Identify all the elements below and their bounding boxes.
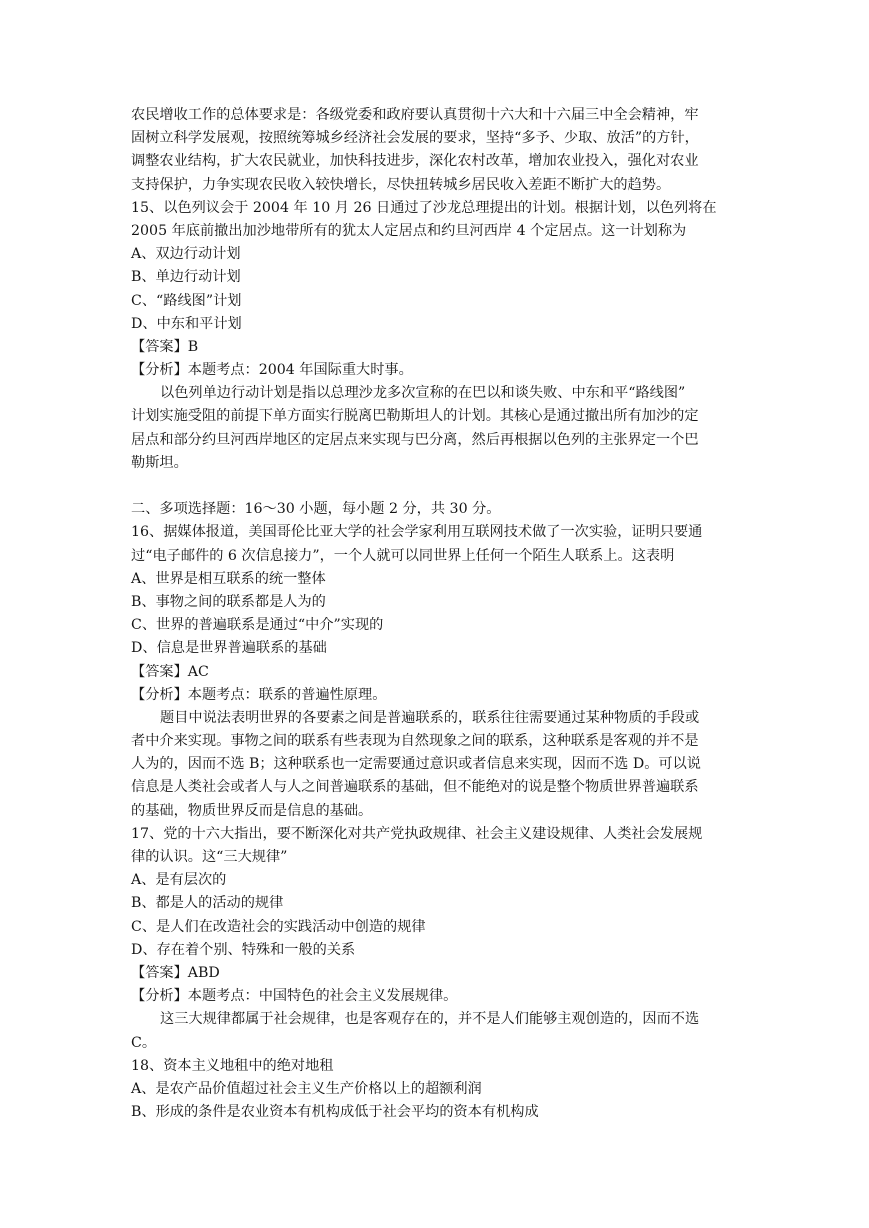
explanation-line: 以色列单边行动计划是指以总理沙龙多次宣称的在巴以和谈失败、中东和平“路线图” <box>160 385 686 402</box>
explanation-line: 者中介来实现。事物之间的联系有些表现为自然现象之间的联系，这种联系是客观的并不是 <box>131 733 699 750</box>
explanation-line: 的基础，物质世界反而是信息的基础。 <box>131 802 373 819</box>
question-stem: 16、据媒体报道，美国哥伦比亚大学的社会学家利用互联网技术做了一次实验，证明只要通 <box>131 524 703 541</box>
analysis-line: 【分析】本题考点：中国特色的社会主义发展规律。 <box>131 988 458 1005</box>
explanation-line: 这三大规律都属于社会规律，也是客观存在的，并不是人们能够主观创造的，因而不选 <box>160 1011 700 1028</box>
text-line: 调整农业结构，扩大农民就业，加快科技进步，深化农村改革，增加农业投入，强化对农业 <box>131 153 699 170</box>
explanation-line: 勒斯坦。 <box>131 454 188 471</box>
explanation-line: 信息是人类社会或者人与人之间普遍联系的基础，但不能绝对的说是整个物质世界普遍联系 <box>131 779 699 796</box>
question-18 <box>131 1055 743 1125</box>
analysis-line: 【分析】本题考点：联系的普遍性原理。 <box>131 686 387 703</box>
answer-line: 【答案】ABD <box>131 964 220 981</box>
blank-line <box>131 475 743 498</box>
explanation-line: 居点和部分约旦河西岸地区的定居点来实现与巴分离，然后再根据以色列的主张界定一个巴 <box>131 431 699 448</box>
question-stem: 律的认识。这“三大规律” <box>131 849 288 865</box>
question-stem: 15、以色列议会于 2004 年 10 月 26 日通过了沙龙总理提出的计划。根据计划，以色列将在 <box>131 199 717 216</box>
document-body <box>131 104 743 1124</box>
option-d: D、存在着个别、特殊和一般的关系 <box>131 941 356 958</box>
option-c: C、世界的普遍联系是通过“中介”实现的 <box>131 617 384 634</box>
question-15 <box>131 197 743 475</box>
option-b: B、形成的条件是农业资本有机构成低于社会平均的资本有机构成 <box>131 1104 539 1121</box>
option-d: D、信息是世界普遍联系的基础 <box>131 640 327 657</box>
option-c: C、是人们在改造社会的实践活动中创造的规律 <box>131 918 426 935</box>
option-a: A、是有层次的 <box>131 872 227 889</box>
text-line: 支持保护，力争实现农民收入较快增长，尽快扭转城乡居民收入差距不断扩大的趋势。 <box>131 176 671 193</box>
question-stem: 2005 年底前撤出加沙地带所有的犹太人定居点和约旦河西岸 4 个定居点。这一计划称为 <box>131 222 687 239</box>
answer-line: 【答案】B <box>131 338 199 355</box>
intro-paragraph <box>131 104 743 197</box>
option-a: A、是农产品价值超过社会主义生产价格以上的超额利润 <box>131 1080 482 1097</box>
question-stem: 过“电子邮件的 6 次信息接力”，一个人就可以同世界上任何一个陌生人联系上。这表明 <box>131 547 675 564</box>
section-heading: 二、多项选择题：16～30 小题，每小题 2 分，共 30 分。 <box>131 501 501 518</box>
explanation-line: 计划实施受阻的前提下单方面实行脱离巴勒斯坦人的计划。其核心是通过撤出所有加沙的定 <box>131 408 699 425</box>
explanation-line: 题目中说法表明世界的各要素之间是普遍联系的，联系往往需要通过某种物质的手段或 <box>160 709 700 726</box>
option-a: A、世界是相互联系的统一整体 <box>131 570 326 587</box>
explanation-line: C。 <box>131 1034 157 1051</box>
question-16 <box>131 521 743 822</box>
question-stem: 18、资本主义地租中的绝对地租 <box>131 1057 334 1074</box>
text-line: 农民增收工作的总体要求是：各级党委和政府要认真贯彻十六大和十六届三中全会精神，牢 <box>131 107 699 123</box>
answer-line: 【答案】AC <box>131 663 209 680</box>
option-d: D、中东和平计划 <box>131 315 242 332</box>
option-b: B、都是人的活动的规律 <box>131 895 284 912</box>
explanation-line: 人为的，因而不选 B；这种联系也一定需要通过意识或者信息来实现，因而不选 D。可以说 <box>131 756 701 773</box>
option-c: C、“路线图”计划 <box>131 292 242 309</box>
text-line: 固树立科学发展观，按照统筹城乡经济社会发展的要求，坚持“多予、少取、放活”的方针， <box>131 130 699 147</box>
option-b: B、单边行动计划 <box>131 269 241 286</box>
option-b: B、事物之间的联系都是人为的 <box>131 593 326 610</box>
question-17 <box>131 823 743 1055</box>
option-a: A、双边行动计划 <box>131 246 241 263</box>
question-stem: 17、党的十六大指出，要不断深化对共产党执政规律、社会主义建设规律、人类社会发展规 <box>131 825 703 842</box>
analysis-line: 【分析】本题考点：2004 年国际重大时事。 <box>131 362 413 379</box>
